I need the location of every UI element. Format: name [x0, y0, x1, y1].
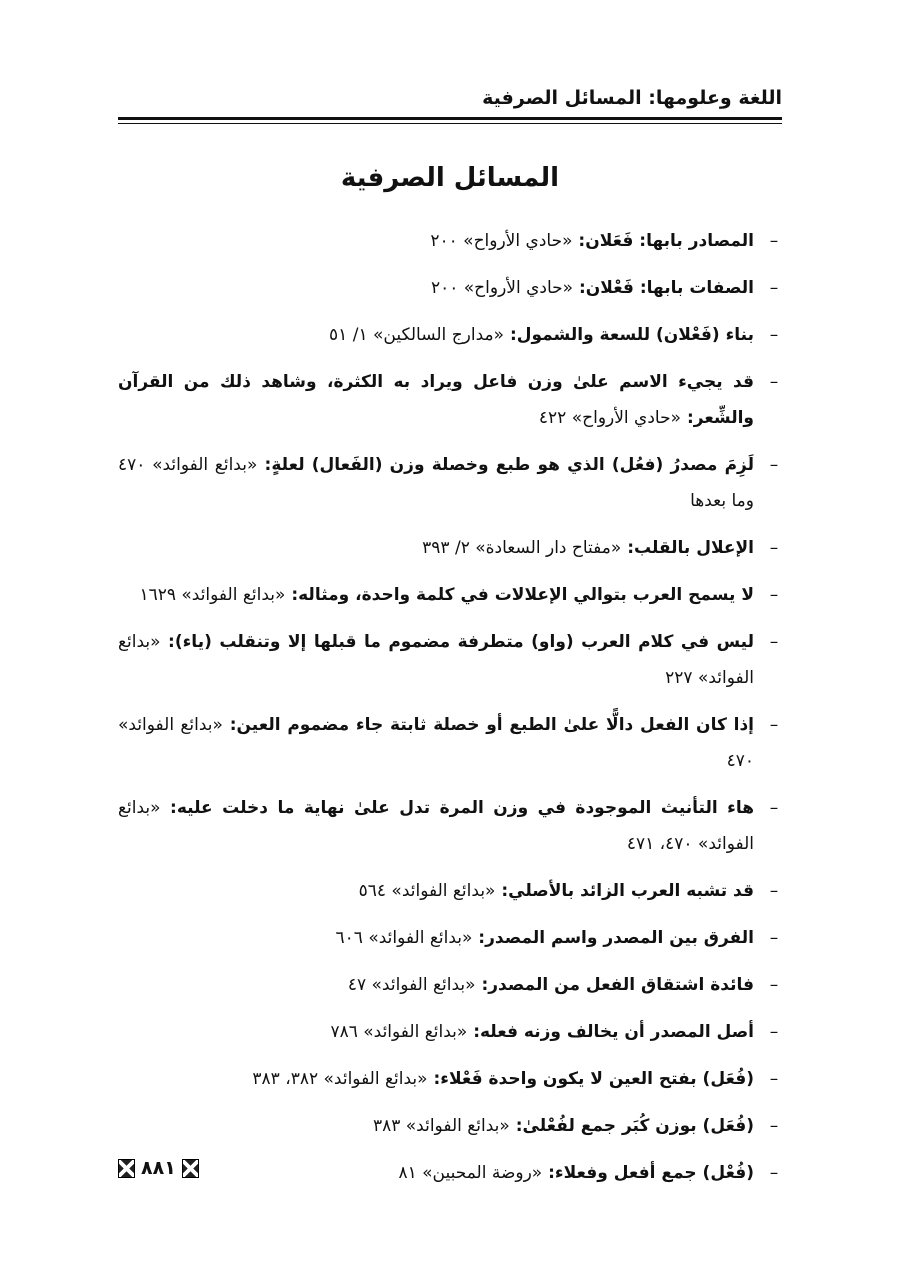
list-item — [118, 967, 782, 1003]
entry-text — [118, 455, 754, 511]
list-dash: – — [769, 1069, 779, 1089]
entry-label: فائدة اشتقاق الفعل من المصدر: — [475, 975, 754, 995]
entry-label: الفرق بين المصدر واسم المصدر: — [472, 928, 754, 948]
ornament-right-icon — [182, 1159, 199, 1178]
list-item — [118, 1155, 782, 1191]
header-rule-thin — [118, 123, 782, 124]
entries-list — [118, 223, 782, 1202]
ornament-left-icon — [118, 1159, 135, 1178]
entry-text — [348, 975, 754, 995]
entry-text — [430, 231, 754, 251]
entry-reference: «روضة المحبين» ٨١ — [398, 1163, 543, 1183]
entry-text — [118, 632, 754, 688]
entry-text — [118, 798, 754, 854]
list-item — [118, 790, 782, 862]
entry-text — [398, 1163, 754, 1183]
entry-reference: «حادي الأرواح» ٢٠٠ — [430, 278, 574, 298]
page-footer — [118, 1153, 199, 1183]
list-item — [118, 577, 782, 613]
entry-text — [373, 1116, 754, 1136]
entry-label: لَزِمَ مصدرُ (فعُل) الذي هو طبع وخصلة وزن (الفَعال) لعلةٍ: — [257, 455, 754, 475]
entry-reference: «بدائع الفوائد» ٧٨٦ — [330, 1022, 468, 1042]
list-item — [118, 873, 782, 909]
entry-reference: «بدائع الفوائد» ٦٠٦ — [335, 928, 473, 948]
list-dash: – — [769, 881, 779, 901]
list-item — [118, 624, 782, 696]
entry-label: لا يسمح العرب بتوالي الإعلالات في كلمة واحدة، ومثاله: — [285, 585, 754, 605]
list-item — [118, 223, 782, 259]
entry-label: (فُعْل) جمع أفعل وفعلاء: — [542, 1163, 754, 1183]
entry-reference: «بدائع الفوائد» ٤٧٠ وما بعدها — [118, 455, 754, 511]
entry-text — [431, 278, 754, 298]
list-item — [118, 920, 782, 956]
entry-label: الصفات بابها: فَعْلان: — [573, 278, 754, 298]
list-dash: – — [769, 715, 779, 735]
list-dash: – — [769, 1022, 779, 1042]
list-dash: – — [769, 975, 779, 995]
list-item — [118, 1108, 782, 1144]
header-rule-thick — [118, 117, 782, 120]
list-item — [118, 364, 782, 436]
entry-label: المصادر بابها: فَعَلان: — [572, 231, 754, 251]
entry-label: ليس في كلام العرب (واو) متطرفة مضموم ما قبلها إلا وتنقلب (ياء): — [160, 632, 754, 652]
entry-label: (فُعَل) بوزن كُبَر جمع لفُعْلىٰ: — [509, 1116, 754, 1136]
list-item — [118, 707, 782, 779]
entry-reference: «حادي الأرواح» ٤٢٢ — [538, 408, 682, 428]
list-item — [118, 270, 782, 306]
entry-text — [330, 1022, 754, 1042]
list-item — [118, 447, 782, 519]
list-dash: – — [769, 928, 779, 948]
entry-reference: «بدائع الفوائد» ٢٢٧ — [118, 632, 754, 688]
list-dash: – — [769, 632, 779, 652]
list-dash: – — [769, 325, 779, 345]
entry-text — [139, 585, 754, 605]
entry-reference: «حادي الأرواح» ٢٠٠ — [430, 231, 573, 251]
list-dash: – — [769, 455, 779, 475]
entry-reference: «بدائع الفوائد» ٣٨٢، ٣٨٣ — [252, 1069, 428, 1089]
entry-text — [336, 928, 754, 948]
list-dash: – — [769, 585, 779, 605]
entry-label: بناء (فَعْلان) للسعة والشمول: — [504, 325, 754, 345]
entry-reference: «بدائع الفوائد» ٣٨٣ — [372, 1116, 510, 1136]
entry-label: قد تشبه العرب الزائد بالأصلي: — [495, 881, 754, 901]
list-dash: – — [769, 798, 779, 818]
list-dash: – — [769, 538, 779, 558]
list-dash: – — [769, 231, 779, 251]
entry-label: أصل المصدر أن يخالف وزنه فعله: — [467, 1022, 754, 1042]
list-dash: – — [769, 1116, 779, 1136]
page-number: ٨٨١ — [141, 1157, 176, 1179]
entry-text — [118, 715, 754, 771]
entry-label: إذا كان الفعل دالًّا علىٰ الطبع أو خصلة ثابتة جاء مضموم العين: — [222, 715, 755, 735]
entry-label: الإعلال بالقلب: — [621, 538, 754, 558]
list-dash: – — [769, 372, 779, 392]
entry-reference: «بدائع الفوائد» ١٦٢٩ — [139, 585, 286, 605]
entry-label: (فُعَل) بفتح العين لا يكون واحدة فَعْلاء: — [427, 1069, 754, 1089]
list-item — [118, 1014, 782, 1050]
list-item — [118, 530, 782, 566]
entry-text — [359, 881, 754, 901]
running-header-title: اللغة وعلومها: المسائل الصرفية — [482, 87, 782, 109]
entry-reference: «بدائع الفوائد» ٤٧٠، ٤٧١ — [118, 798, 754, 854]
entry-reference: «مفتاح دار السعادة» ٢/ ٣٩٣ — [422, 538, 622, 558]
entry-text — [252, 1069, 754, 1089]
entry-text — [422, 538, 754, 558]
entry-label: هاء التأنيث الموجودة في وزن المرة تدل علىٰ نهاية ما دخلت عليه: — [160, 798, 754, 818]
entry-text — [329, 325, 754, 345]
list-dash: – — [769, 1163, 779, 1183]
entry-reference: «بدائع الفوائد» ٥٦٤ — [358, 881, 496, 901]
list-dash: – — [769, 278, 779, 298]
entry-reference: «مدارج السالكين» ١/ ٥١ — [329, 325, 505, 345]
entry-reference: «بدائع الفوائد» ٤٧ — [347, 975, 476, 995]
list-item — [118, 317, 782, 353]
entry-reference: «بدائع الفوائد» ٤٧٠ — [118, 715, 754, 771]
entry-label: قد يجيء الاسم علىٰ وزن فاعل ويراد به الكثرة، وشاهد ذلك من القرآن والشِّعر: — [118, 372, 754, 428]
section-title: المسائل الصرفية — [340, 163, 560, 193]
list-item — [118, 1061, 782, 1097]
entry-text — [118, 372, 754, 428]
